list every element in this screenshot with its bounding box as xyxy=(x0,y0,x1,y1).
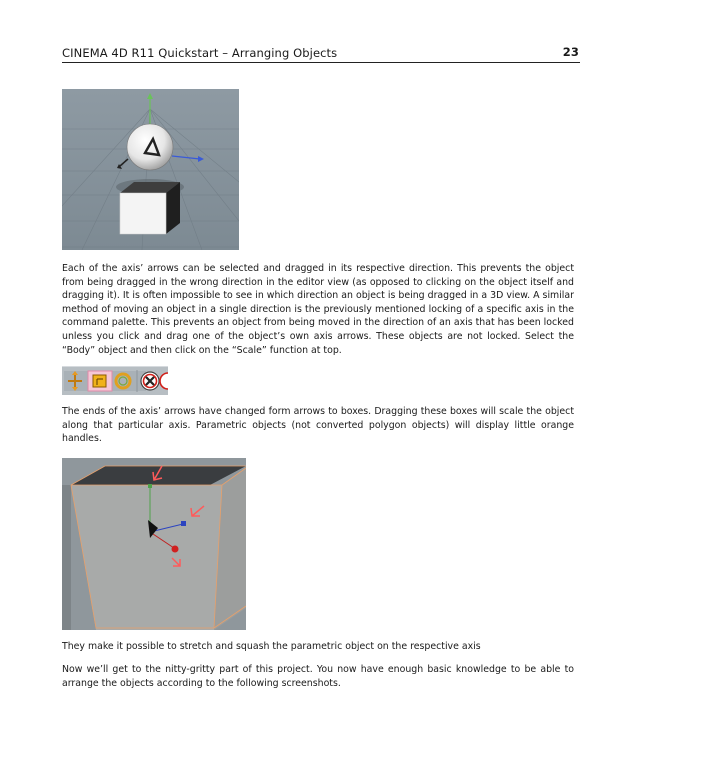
body-paragraph-2: The ends of the axis’ arrows have changed form arrows to boxes. Dragging these boxes will scale the object along that particular axis. Parametric objects (not converted polygon objects) will display little orange handles. xyxy=(62,406,574,445)
command-palette-screenshot xyxy=(62,366,168,395)
running-title: CINEMA 4D R11 Quickstart – Arranging Objects xyxy=(62,46,338,60)
page-header xyxy=(62,44,580,63)
sphere-cube-viewport-icon xyxy=(62,89,239,250)
scale-tool-icon xyxy=(93,375,106,387)
viewport-screenshot-sphere-cube xyxy=(62,89,239,250)
page-number: 23 xyxy=(562,45,579,59)
body-paragraph-4: Now we’ll get to the nitty-gritty part of this project. You now have enough basic knowledge to be able to arrange the objects according to the following screenshots. xyxy=(62,664,574,689)
cube-scale-handles-icon xyxy=(62,458,246,630)
viewport-screenshot-scaled-cube xyxy=(62,458,246,630)
x-axis-lock-icon xyxy=(141,372,159,390)
body-paragraph-3: They make it possible to stretch and squash the parametric object on the respective axis xyxy=(62,641,481,652)
body-paragraph-1: Each of the axis’ arrows can be selected and dragged in its respective direction. This prevents the object from being dragged in the wrong direction in the editor view (as opposed to clicking on the object itself and dragging it). It is often impossible to see in which direction an object is being dragged in a 3D view. A similar method of moving an object in a single direction is the previously mentioned locking of a specific axis in the command palette. This prevents an object from being moved in the direction of an axis that has been locked unless you click and drag one of the object’s own axis arrows. These objects are not locked. Select the “Body” object and then click on the “Scale” function at top. xyxy=(62,263,574,356)
